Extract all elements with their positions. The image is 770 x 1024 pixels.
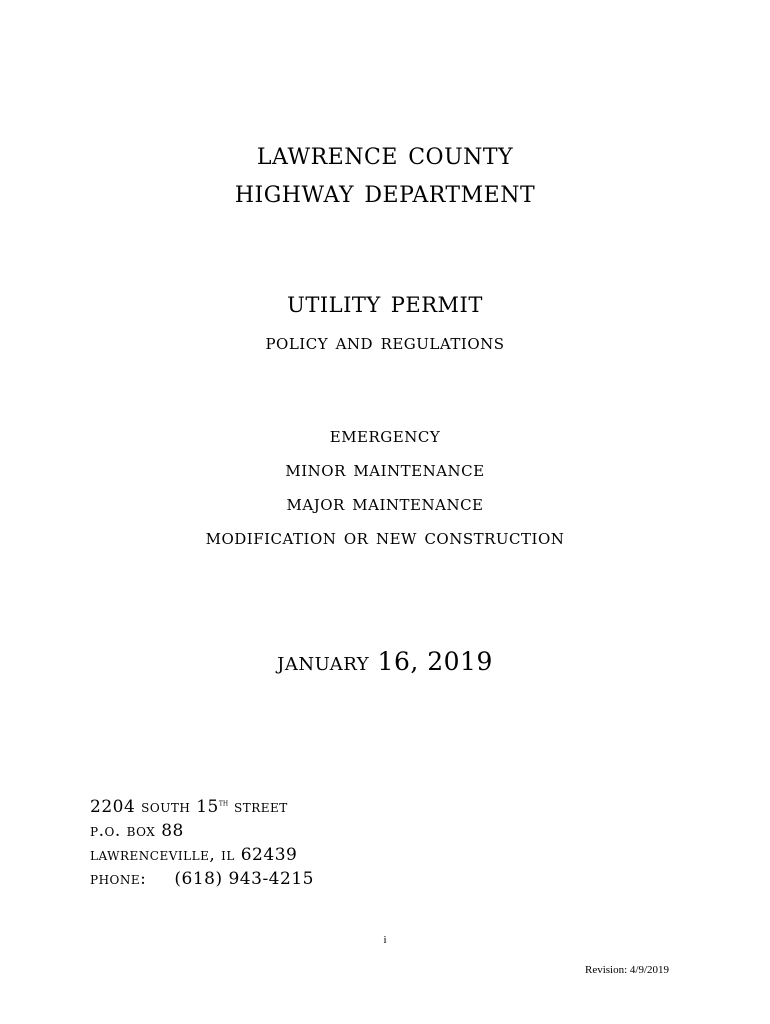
permit-title: utility permit	[287, 285, 483, 320]
agency-name-line-1: lawrence county	[256, 136, 514, 172]
phone-label: phone:	[90, 869, 147, 889]
permit-type-minor-maintenance: minor maintenance	[285, 457, 485, 482]
address-po-box: p.o. box 88	[90, 821, 184, 841]
permit-subtitle: policy and regulations	[265, 330, 505, 355]
phone-number: (618) 943-4215	[174, 869, 314, 889]
permit-type-emergency: emergency	[329, 423, 441, 448]
document-date: january 16, 2019	[277, 647, 493, 676]
street-ordinal: th	[218, 798, 229, 808]
address-phone	[90, 867, 314, 891]
contact-address	[90, 795, 314, 891]
page-number: i	[383, 934, 387, 946]
street-number: 2204 south 15	[90, 797, 219, 817]
address-street	[90, 795, 314, 819]
permit-type-major-maintenance: major maintenance	[286, 491, 484, 516]
address-city-state-zip: lawrenceville, il 62439	[90, 845, 298, 865]
agency-name-line-2: highway department	[234, 174, 536, 210]
permit-type-new-construction: modification or new construction	[205, 525, 565, 550]
street-name: street	[228, 797, 288, 817]
revision-date: Revision: 4/9/2019	[585, 964, 670, 976]
